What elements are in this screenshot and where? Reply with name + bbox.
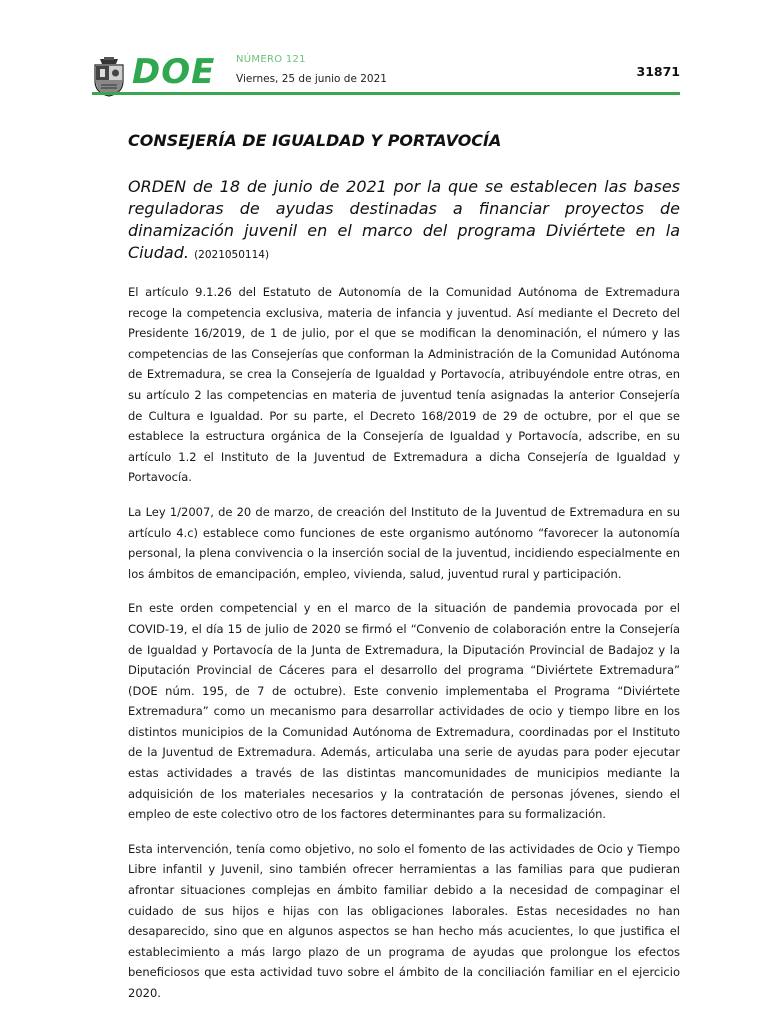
header-rule bbox=[92, 92, 680, 95]
doe-logo: DOE bbox=[132, 52, 216, 92]
extremadura-crest-icon bbox=[92, 57, 126, 97]
paragraph-1: El artículo 9.1.26 del Estatuto de Autonomía de la Comunidad Autónoma de Extremadura recoge la competencia exclusiva, materia de infancia y juventud. Así mediante el Decreto del Presidente 16/2019, de 1 de julio, por el que se modifican la denominación, el número y las competencias de las Consejerías que conforman la Administración de la Comunidad Autónoma de Extremadura, se crea la Consejería de Igualdad y Portavocía, atribuyéndole entre otras, en su artículo 2 las competencias en materia de juventud tenía asignadas la anterior Consejería de Cultura e Igualdad. Por su parte, el Decreto 168/2019 de 29 de octubre, por el que se establece la estructura orgánica de la Consejería de Igualdad y Portavocía, adscribe, en su artículo 1.2 el Instituto de la Juventud de Extremadura a dicha Consejería de Igualdad y Portavocía. bbox=[128, 285, 680, 485]
issue-number: NÚMERO 121 bbox=[236, 54, 306, 65]
document-body bbox=[128, 130, 680, 1018]
order-title-block bbox=[128, 176, 680, 266]
paragraph-3: En este orden competencial y en el marco de la situación de pandemia provocada por el COVID-19, el día 15 de julio de 2020 se firmó el “Convenio de colaboración entre la Consejería de Igualdad y Portavocía de la Junta de Extremadura, la Diputación Provincial de Badajoz y la Diputación Provincial de Cáceres para el desarrollo del programa “Diviértete Extremadura” (DOE núm. 195, de 7 de octubre). Este convenio implementaba el Programa “Diviértete Extremadura” como un mecanismo para desarrollar actividades de ocio y tiempo libre en los distintos municipios de la Comunidad Autónoma de Extremadura, coordinadas por el Instituto de la Juventud de Extremadura. Además, articulaba una serie de ayudas para poder ejecutar estas actividades a través de las distintas mancomunidades de municipios mediante la adquisición de los materiales necesarios y la contratación de personas jóvenes, siendo el empleo de este colectivo otro de los factores determinantes para su formalización. bbox=[128, 601, 680, 822]
publication-date: Viernes, 25 de junio de 2021 bbox=[236, 73, 387, 85]
section-title: CONSEJERÍA DE IGUALDAD Y PORTAVOCÍA bbox=[128, 131, 502, 150]
paragraph-4: Esta intervención, tenía como objetivo, no solo el fomento de las actividades de Ocio y Tiempo Libre infantil y Juvenil, sino también ofrecer herramientas a las familias para que pudieran afrontar situaciones complejas en ámbito familiar debido a la necesidad de compaginar el cuidado de sus hijos e hijas con las obligaciones laborales. Estas necesidades no han desaparecido, sino que en algunos aspectos se han hecho más acucientes, lo que justifica el establecimiento a más largo plazo de un programa de ayudas que prolongue los efectos beneficiosos que esta actividad tuvo sobre el ámbito de la conciliación familiar en el ejercicio 2020. bbox=[128, 841, 680, 1000]
page-header bbox=[92, 52, 682, 97]
paragraph-2: La Ley 1/2007, de 20 de marzo, de creación del Instituto de la Juventud de Extremadura en su artículo 4.c) establece como funciones de este organismo autónomo “favorecer la autonomía personal, la plena convivencia o la inserción social de la juventud, incidiendo especialmente en los ámbitos de emancipación, empleo, vivienda, salud, juventud rural y participación. bbox=[128, 504, 680, 581]
order-code: (2021050114) bbox=[194, 249, 270, 261]
page-number: 31871 bbox=[636, 64, 680, 79]
order-title: ORDEN de 18 de junio de 2021 por la que se establecen las bases reguladoras de ayudas destinadas a financiar proyectos de dinamización juvenil en el marco del programa Diviértete en la Ciudad. bbox=[128, 177, 680, 262]
